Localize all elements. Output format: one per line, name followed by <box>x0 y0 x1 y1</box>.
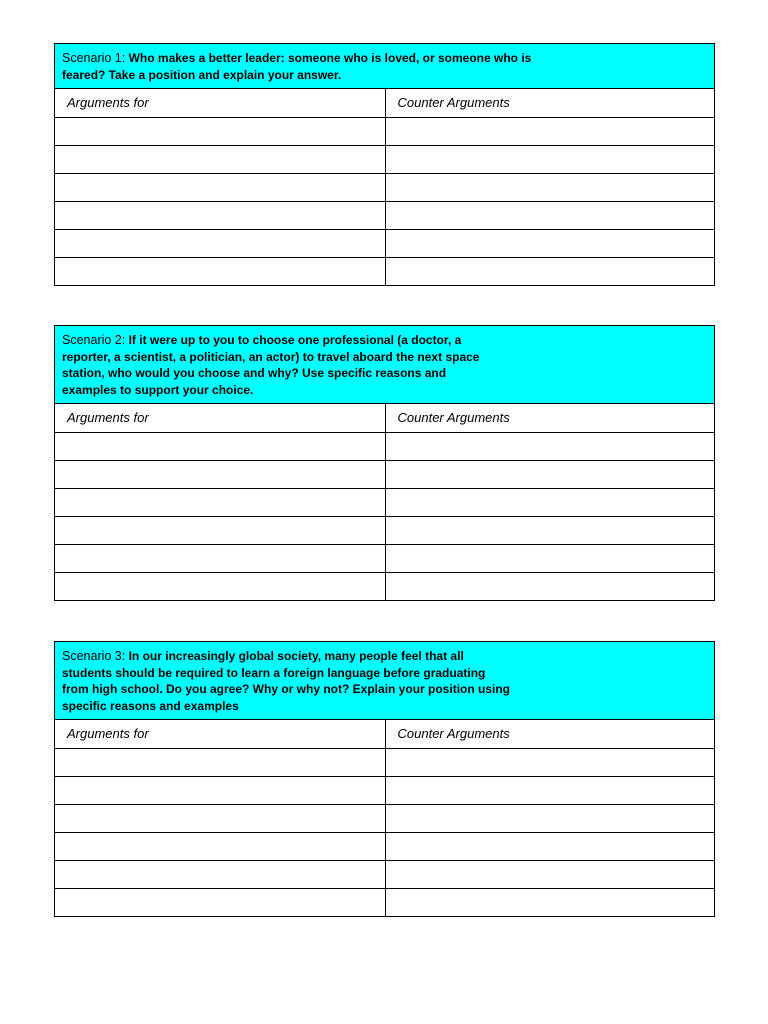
table-row <box>55 572 714 600</box>
scenario-3-text: In our increasingly global society, many people feel that all students should be required to learn a foreign language before graduating from high school. Do you agree? Why or why not? Explain your position using specific reasons and examples <box>62 649 511 713</box>
counter-arguments-cell[interactable] <box>385 888 714 916</box>
scenario-1-label: Scenario 1: <box>62 51 126 65</box>
arguments-for-cell[interactable] <box>55 432 385 460</box>
table-row <box>55 432 714 460</box>
counter-arguments-cell[interactable] <box>385 117 714 145</box>
arguments-for-cell[interactable] <box>55 544 385 572</box>
arguments-for-cell[interactable] <box>55 860 385 888</box>
scenario-3-label: Scenario 3: <box>62 649 126 663</box>
counter-arguments-cell[interactable] <box>385 229 714 257</box>
arguments-for-header: Arguments for <box>55 89 385 117</box>
arguments-for-cell[interactable] <box>55 201 385 229</box>
arguments-for-cell[interactable] <box>55 460 385 488</box>
arguments-for-header: Arguments for <box>55 720 385 748</box>
scenario-2-block <box>54 325 715 601</box>
arguments-for-cell[interactable] <box>55 776 385 804</box>
counter-arguments-cell[interactable] <box>385 145 714 173</box>
counter-arguments-cell[interactable] <box>385 748 714 776</box>
arguments-for-cell[interactable] <box>55 145 385 173</box>
arguments-for-cell[interactable] <box>55 888 385 916</box>
table-row <box>55 544 714 572</box>
table-row <box>55 201 714 229</box>
table-row <box>55 117 714 145</box>
scenario-1-table <box>55 89 714 285</box>
counter-arguments-header: Counter Arguments <box>397 410 510 426</box>
table-row <box>55 460 714 488</box>
counter-arguments-cell[interactable] <box>385 832 714 860</box>
counter-arguments-header: Counter Arguments <box>397 726 510 742</box>
table-row <box>55 488 714 516</box>
counter-arguments-cell[interactable] <box>385 173 714 201</box>
scenario-1-block <box>54 43 715 286</box>
scenario-2-label: Scenario 2: <box>62 333 126 347</box>
table-row <box>55 145 714 173</box>
table-header-row <box>55 404 714 432</box>
arguments-for-cell[interactable] <box>55 572 385 600</box>
table-header-row <box>55 89 714 117</box>
arguments-for-cell[interactable] <box>55 832 385 860</box>
table-header-row <box>55 720 714 748</box>
table-row <box>55 860 714 888</box>
scenario-3-block <box>54 641 715 917</box>
arguments-for-cell[interactable] <box>55 804 385 832</box>
counter-arguments-cell[interactable] <box>385 516 714 544</box>
table-row <box>55 257 714 285</box>
counter-arguments-header: Counter Arguments <box>397 95 510 111</box>
arguments-for-cell[interactable] <box>55 257 385 285</box>
counter-arguments-cell[interactable] <box>385 201 714 229</box>
scenario-2-prompt <box>55 326 714 404</box>
table-row <box>55 804 714 832</box>
counter-arguments-cell[interactable] <box>385 257 714 285</box>
counter-arguments-cell[interactable] <box>385 432 714 460</box>
arguments-for-cell[interactable] <box>55 117 385 145</box>
table-row <box>55 748 714 776</box>
scenario-1-text: Who makes a better leader: someone who is loved, or someone who is feared? Take a position and explain your answer. <box>62 51 532 82</box>
table-row <box>55 516 714 544</box>
counter-arguments-cell[interactable] <box>385 572 714 600</box>
arguments-for-cell[interactable] <box>55 748 385 776</box>
counter-arguments-cell[interactable] <box>385 804 714 832</box>
arguments-for-cell[interactable] <box>55 516 385 544</box>
counter-arguments-cell[interactable] <box>385 460 714 488</box>
arguments-for-cell[interactable] <box>55 488 385 516</box>
counter-arguments-cell[interactable] <box>385 776 714 804</box>
table-row <box>55 776 714 804</box>
arguments-for-cell[interactable] <box>55 229 385 257</box>
arguments-for-header: Arguments for <box>55 404 385 432</box>
arguments-for-cell[interactable] <box>55 173 385 201</box>
scenario-3-table <box>55 720 714 916</box>
table-row <box>55 888 714 916</box>
counter-arguments-cell[interactable] <box>385 860 714 888</box>
table-row <box>55 173 714 201</box>
scenario-2-table <box>55 404 714 600</box>
counter-arguments-cell[interactable] <box>385 488 714 516</box>
table-row <box>55 229 714 257</box>
scenario-2-text: If it were up to you to choose one professional (a doctor, a reporter, a scientist, a politician, an actor) to travel aboard the next space station, who would you choose and why? Use specific reasons and examples to support your choice. <box>62 333 480 397</box>
table-row <box>55 832 714 860</box>
counter-arguments-cell[interactable] <box>385 544 714 572</box>
scenario-1-prompt <box>55 44 714 89</box>
scenario-3-prompt <box>55 642 714 720</box>
